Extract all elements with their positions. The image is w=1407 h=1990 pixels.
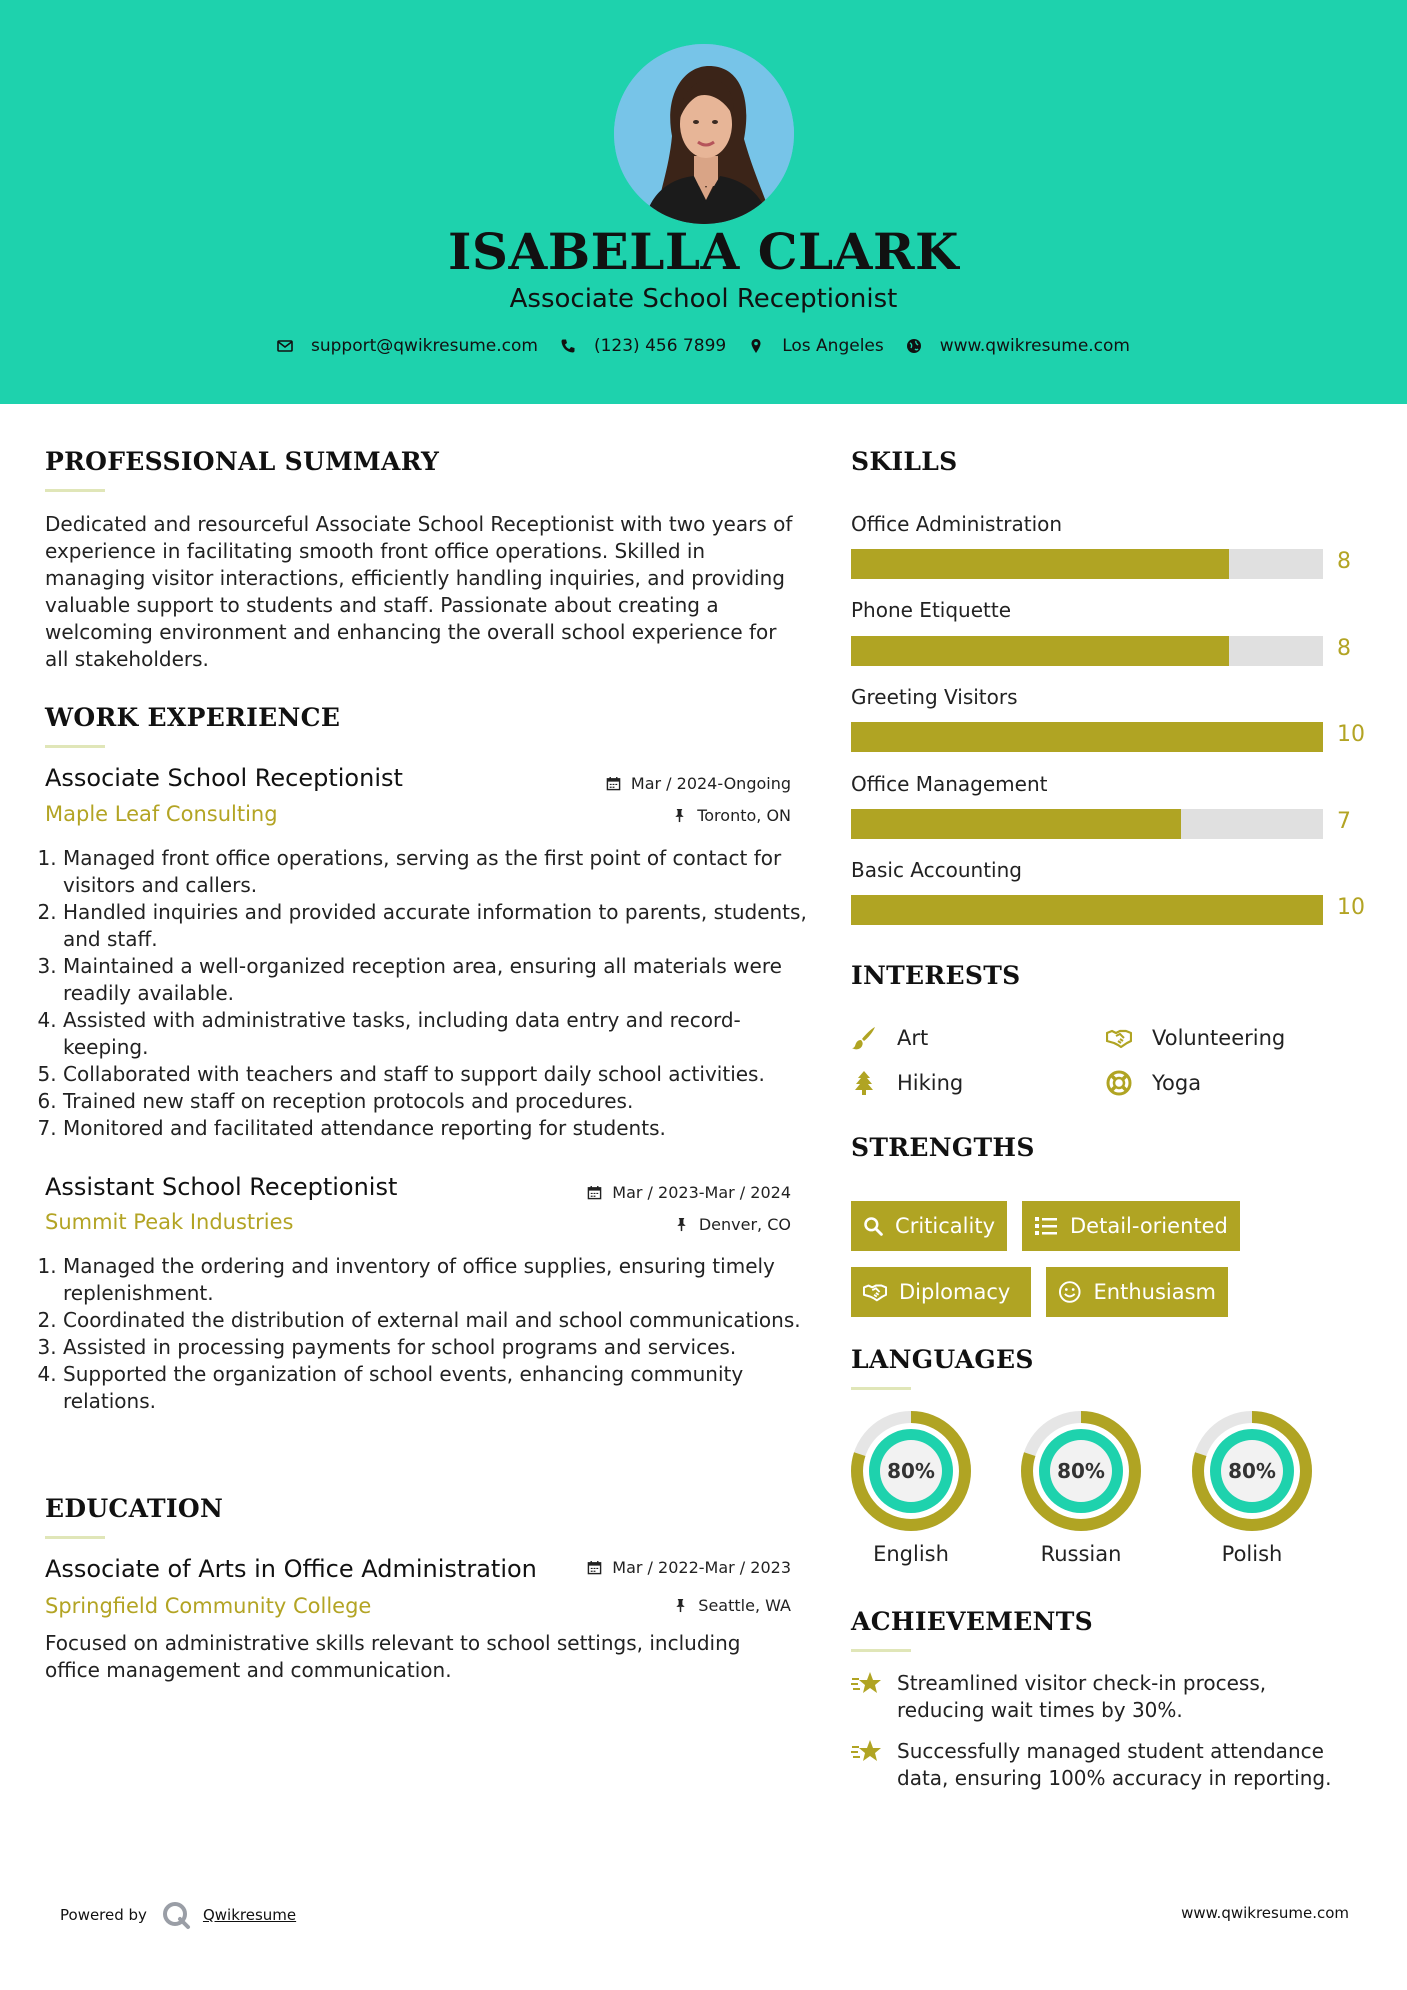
skills-heading: SKILLS	[851, 447, 958, 476]
interests-heading: INTERESTS	[851, 961, 1021, 990]
job-date-text: Mar / 2024-Ongoing	[630, 774, 791, 793]
list-icon	[1034, 1214, 1058, 1238]
profile-photo	[614, 44, 794, 224]
language-percent: 80%	[1228, 1459, 1276, 1483]
contact-email-text: support@qwikresume.com	[311, 336, 538, 356]
skill-label: Phone Etiquette	[851, 598, 1012, 622]
envelope-icon	[277, 338, 293, 354]
education-underline	[45, 1536, 105, 1539]
contact-website-text: www.qwikresume.com	[939, 336, 1130, 356]
smile-icon	[1058, 1280, 1082, 1304]
job-company: Summit Peak Industries	[45, 1210, 294, 1234]
map-pin-icon	[748, 338, 764, 354]
language-percent: 80%	[887, 1459, 935, 1483]
interest-label: Yoga	[1152, 1071, 1202, 1095]
footer-website[interactable]: www.qwikresume.com	[1181, 1904, 1349, 1922]
paintbrush-icon	[851, 1025, 877, 1051]
duty-item: 1. Managed front office operations, serving as the first point of contact for visitors and callers.	[63, 845, 819, 899]
language-name: Polish	[1221, 1542, 1283, 1566]
skill-bar	[851, 895, 1323, 925]
lifebuoy-icon	[1106, 1070, 1132, 1096]
job-duties	[45, 845, 819, 1142]
education-description: Focused on administrative skills relevant to school settings, including office management and communication.	[45, 1631, 741, 1682]
duty-item: 3. Assisted in processing payments for school programs and services.	[63, 1334, 819, 1361]
interest-label: Art	[897, 1026, 929, 1050]
summary-heading: PROFESSIONAL SUMMARY	[45, 447, 440, 476]
pin-icon	[672, 808, 687, 823]
experience-heading: WORK EXPERIENCE	[45, 703, 341, 732]
languages-heading: LANGUAGES	[851, 1345, 1034, 1374]
globe-icon	[906, 338, 922, 354]
job-company: Maple Leaf Consulting	[45, 802, 278, 826]
strengths-heading: STRENGTHS	[851, 1133, 1035, 1162]
achievement-text: Streamlined visitor check-in process, reducing wait times by 30%.	[897, 1671, 1267, 1722]
summary-text: Dedicated and resourceful Associate School Receptionist with two years of experience in facilitating smooth front office operations. Skilled in managing visitor interactions, efficiently handling inquiries, and providing valuable support to students and staff. Passionate about creating a welcoming environment and enhancing the overall school experience for all stakeholders.	[45, 512, 793, 671]
duty-item: 2. Coordinated the distribution of external mail and school communications.	[63, 1307, 819, 1334]
job-location-text: Denver, CO	[698, 1215, 791, 1234]
education-location	[673, 1596, 791, 1615]
duty-item: 4. Supported the organization of school events, enhancing community relations.	[63, 1361, 819, 1415]
skill-bar	[851, 722, 1323, 752]
job-location	[674, 1215, 791, 1234]
interest-label: Hiking	[897, 1071, 964, 1095]
strength-label: Enthusiasm	[1093, 1280, 1216, 1304]
skill-value: 7	[1337, 809, 1351, 834]
interest-item	[1106, 1025, 1285, 1051]
duty-item: 6. Trained new staff on reception protocols and procedures.	[63, 1088, 819, 1115]
skill-label: Basic Accounting	[851, 858, 1022, 882]
interest-label: Volunteering	[1152, 1026, 1286, 1050]
contact-website[interactable]	[906, 336, 1130, 356]
language-item	[1191, 1410, 1313, 1566]
contact-phone[interactable]	[560, 336, 726, 356]
job-date	[587, 1183, 791, 1202]
achievement-text: Successfully managed student attendance data, ensuring 100% accuracy in reporting.	[897, 1739, 1332, 1790]
achievements-heading: ACHIEVEMENTS	[851, 1607, 1093, 1636]
job-date	[606, 774, 791, 793]
education-location-text: Seattle, WA	[698, 1596, 791, 1615]
language-item	[1020, 1410, 1142, 1566]
duty-item: 3. Maintained a well-organized reception area, ensuring all materials were readily available.	[63, 953, 819, 1007]
language-name: English	[873, 1542, 949, 1566]
language-gauge	[850, 1410, 972, 1532]
contact-email[interactable]	[277, 336, 538, 356]
skill-bar-fill	[851, 895, 1323, 925]
brand-link[interactable]: Qwikresume	[202, 1906, 297, 1924]
job-location-text: Toronto, ON	[697, 806, 791, 825]
strength-badge	[851, 1201, 1007, 1251]
achievement-item	[851, 1738, 1351, 1792]
star-icon	[851, 1670, 883, 1698]
calendar-icon	[587, 1560, 602, 1575]
search-icon	[863, 1214, 883, 1238]
duty-item: 2. Handled inquiries and provided accurate information to parents, students, and staff.	[63, 899, 819, 953]
skill-bar	[851, 636, 1323, 666]
strength-badge	[1022, 1201, 1240, 1251]
contact-location-text: Los Angeles	[782, 336, 884, 356]
calendar-icon	[587, 1185, 602, 1200]
skill-bar	[851, 809, 1323, 839]
strength-label: Diplomacy	[899, 1280, 1011, 1304]
language-gauge	[1191, 1410, 1313, 1532]
pin-icon	[674, 1217, 689, 1232]
job-title: Associate School Receptionist	[45, 764, 403, 792]
duty-item: 1. Managed the ordering and inventory of office supplies, ensuring timely replenishment.	[63, 1253, 819, 1307]
skill-label: Office Administration	[851, 512, 1063, 536]
language-name: Russian	[1040, 1542, 1122, 1566]
candidate-title: Associate School Receptionist	[509, 284, 898, 314]
tree-icon	[851, 1070, 877, 1096]
contact-bar	[0, 336, 1407, 356]
languages-underline	[851, 1387, 911, 1390]
summary-underline	[45, 489, 105, 492]
duty-item: 7. Monitored and facilitated attendance reporting for students.	[63, 1115, 819, 1142]
phone-icon	[560, 338, 576, 354]
language-gauge	[1020, 1410, 1142, 1532]
interest-item	[851, 1070, 963, 1096]
education-heading: EDUCATION	[45, 1494, 224, 1523]
job-title: Assistant School Receptionist	[45, 1173, 398, 1201]
job-location	[672, 806, 791, 825]
footer-branding	[60, 1900, 296, 1930]
star-icon	[851, 1738, 883, 1766]
calendar-icon	[606, 776, 621, 791]
interest-item	[1106, 1070, 1201, 1096]
achievements-underline	[851, 1649, 911, 1652]
resume-header	[0, 0, 1407, 404]
language-percent: 80%	[1057, 1459, 1105, 1483]
strength-badge	[1046, 1267, 1228, 1317]
education-date	[587, 1558, 791, 1577]
skill-bar-fill	[851, 636, 1229, 666]
duty-item: 4. Assisted with administrative tasks, including data entry and record-keeping.	[63, 1007, 819, 1061]
handshake-icon	[863, 1280, 887, 1304]
contact-phone-text: (123) 456 7899	[593, 336, 727, 356]
skill-label: Greeting Visitors	[851, 685, 1018, 709]
handshake-icon	[1106, 1025, 1132, 1051]
candidate-name: ISABELLA CLARK	[448, 222, 959, 281]
strength-label: Detail-oriented	[1070, 1214, 1228, 1238]
skill-bar-fill	[851, 809, 1181, 839]
skill-bar	[851, 549, 1323, 579]
degree-title: Associate of Arts in Office Administration	[45, 1555, 537, 1583]
strength-label: Criticality	[895, 1214, 995, 1238]
skill-label: Office Management	[851, 772, 1048, 796]
skill-bar-fill	[851, 549, 1229, 579]
skill-value: 8	[1337, 549, 1351, 574]
qwikresume-logo-icon	[161, 1900, 191, 1930]
skill-value: 8	[1337, 636, 1351, 661]
skill-value: 10	[1337, 895, 1365, 920]
school-name: Springfield Community College	[45, 1594, 372, 1618]
interest-item	[851, 1025, 928, 1051]
powered-by-text: Powered by	[60, 1906, 147, 1924]
skill-value: 10	[1337, 722, 1365, 747]
experience-underline	[45, 745, 105, 748]
skill-bar-fill	[851, 722, 1323, 752]
strength-badge	[851, 1267, 1031, 1317]
contact-location	[748, 336, 884, 356]
pin-icon	[673, 1598, 688, 1613]
language-item	[850, 1410, 972, 1566]
duty-item: 5. Collaborated with teachers and staff to support daily school activities.	[63, 1061, 819, 1088]
education-date-text: Mar / 2022-Mar / 2023	[612, 1558, 791, 1577]
job-duties	[45, 1253, 819, 1415]
achievement-item	[851, 1670, 1351, 1724]
job-date-text: Mar / 2023-Mar / 2024	[612, 1183, 791, 1202]
